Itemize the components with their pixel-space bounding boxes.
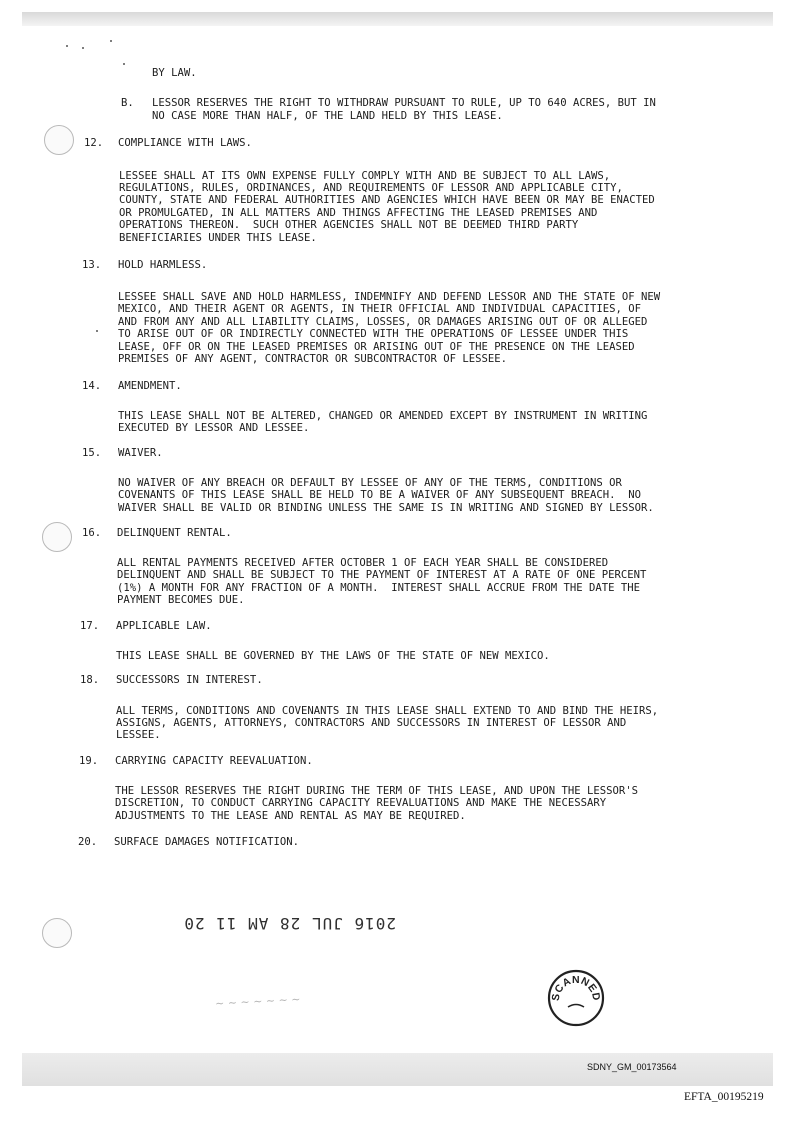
section-15-body: NO WAIVER OF ANY BREACH OR DEFAULT BY LESSEE OF ANY OF THE TERMS, CONDITIONS OR — [118, 477, 622, 489]
section-19-body: DISCRETION, TO CONDUCT CARRYING CAPACITY REEVALUATIONS AND MAKE THE NECESSARY — [115, 797, 607, 809]
section-19-body: ADJUSTMENTS TO THE LEASE AND RENTAL AS MAY BE REQUIRED. — [115, 810, 466, 822]
section-18-title: SUCCESSORS IN INTEREST. — [116, 674, 263, 686]
bates-number: SDNY_GM_00173564 — [587, 1062, 677, 1072]
section-18-body: ASSIGNS, AGENTS, ATTORNEYS, CONTRACTORS AND SUCCESSORS IN INTEREST OF LESSOR AND — [116, 717, 627, 729]
section-13-number: 13. — [82, 259, 102, 271]
scan-speck — [82, 47, 84, 49]
scanned-seal-icon — [547, 969, 605, 1027]
section-20-number: 20. — [78, 836, 98, 848]
punch-hole-middle — [42, 522, 72, 552]
section-13-body: LEASE, OFF OR ON THE LEASED PREMISES OR ARISING OUT OF THE PRESENCE ON THE LEASED — [118, 341, 635, 353]
section-19-number: 19. — [79, 755, 99, 767]
section-18-body: LESSEE. — [116, 729, 161, 741]
scan-speck — [96, 330, 98, 332]
scan-speck — [110, 40, 112, 42]
scan-speck — [123, 63, 125, 65]
section-12-body: OPERATIONS THEREON. SUCH OTHER AGENCIES SHALL NOT BE DEEMED THIRD PARTY — [119, 219, 579, 231]
section-15-title: WAIVER. — [118, 447, 163, 459]
section-16-body: PAYMENT BECOMES DUE. — [117, 594, 245, 606]
section-16-body: (1%) A MONTH FOR ANY FRACTION OF A MONTH. INTEREST SHALL ACCRUE FROM THE DATE THE — [117, 582, 640, 594]
section-13-body: LESSEE SHALL SAVE AND HOLD HARMLESS, INDEMNIFY AND DEFEND LESSOR AND THE STATE OF NEW — [118, 291, 661, 303]
section-13-body: PREMISES OF ANY AGENT, CONTRACTOR OR SUBCONTRACTOR OF LESSEE. — [118, 353, 508, 365]
section-12-body: REGULATIONS, RULES, ORDINANCES, AND REQUIREMENTS OF LESSOR AND APPLICABLE CITY, — [119, 182, 623, 194]
efta-number: EFTA_00195219 — [684, 1091, 764, 1103]
section-12-body: LESSEE SHALL AT ITS OWN EXPENSE FULLY COMPLY WITH AND BE SUBJECT TO ALL LAWS, — [119, 170, 611, 182]
section-14-title: AMENDMENT. — [118, 380, 182, 392]
section-12-body: OR PROMULGATED, IN ALL MATTERS AND THINGS AFFECTING THE LEASED PREMISES AND — [119, 207, 598, 219]
section-17-body: THIS LEASE SHALL BE GOVERNED BY THE LAWS OF THE STATE OF NEW MEXICO. — [116, 650, 550, 662]
continuation-line: BY LAW. — [152, 67, 197, 79]
section-14-number: 14. — [82, 380, 102, 392]
section-18-body: ALL TERMS, CONDITIONS AND COVENANTS IN THIS LEASE SHALL EXTEND TO AND BIND THE HEIRS, — [116, 705, 659, 717]
section-20-title: SURFACE DAMAGES NOTIFICATION. — [114, 836, 299, 848]
section-16-title: DELINQUENT RENTAL. — [117, 527, 232, 539]
section-12-number: 12. — [84, 137, 104, 149]
section-18-number: 18. — [80, 674, 100, 686]
section-13-body: TO ARISE OUT OF OR INDIRECTLY CONNECTED WITH THE OPERATIONS OF LESSEE UNDER THIS — [118, 328, 629, 340]
section-12-body: BENEFICIARIES UNDER THIS LEASE. — [119, 232, 317, 244]
section-15-body: WAIVER SHALL BE VALID OR BINDING UNLESS THE SAME IS IN WRITING AND SIGNED BY LESSOR. — [118, 502, 654, 514]
section-17-title: APPLICABLE LAW. — [116, 620, 212, 632]
section-12-title: COMPLIANCE WITH LAWS. — [118, 137, 252, 149]
section-16-body: ALL RENTAL PAYMENTS RECEIVED AFTER OCTOBER 1 OF EACH YEAR SHALL BE CONSIDERED — [117, 557, 609, 569]
section-19-body: THE LESSOR RESERVES THE RIGHT DURING THE TERM OF THIS LEASE, AND UPON THE LESSOR'S — [115, 785, 638, 797]
section-16-body: DELINQUENT AND SHALL BE SUBJECT TO THE PAYMENT OF INTEREST AT A RATE OF ONE PERCENT — [117, 569, 647, 581]
seal-text: SCANNED — [549, 974, 603, 1002]
section-16-number: 16. — [82, 527, 102, 539]
scan-speck — [66, 45, 68, 47]
clause-b-line: NO CASE MORE THAN HALF, OF THE LAND HELD BY THIS LEASE. — [152, 110, 503, 122]
faint-handwriting: ~ ~ ~ ~ ~ ~ ~ — [214, 992, 301, 1011]
punch-hole-bottom — [42, 918, 72, 948]
clause-b-line: LESSOR RESERVES THE RIGHT TO WITHDRAW PURSUANT TO RULE, UP TO 640 ACRES, BUT IN — [152, 97, 656, 109]
section-14-body: EXECUTED BY LESSOR AND LESSEE. — [118, 422, 310, 434]
section-15-number: 15. — [82, 447, 102, 459]
section-14-body: THIS LEASE SHALL NOT BE ALTERED, CHANGED OR AMENDED EXCEPT BY INSTRUMENT IN WRITING — [118, 410, 648, 422]
punch-hole-top — [44, 125, 74, 155]
section-13-body: MEXICO, AND THEIR AGENT OR AGENTS, IN THEIR OFFICIAL AND INDIVIDUAL CAPACITIES, OF — [118, 303, 641, 315]
clause-b-marker: B. — [121, 97, 134, 109]
received-date-stamp: 2016 JUL 28 AM 11 20 — [183, 914, 396, 933]
section-12-body: COUNTY, STATE AND FEDERAL AUTHORITIES AND AGENCIES WHICH HAVE BEEN OR MAY BE ENACTED — [119, 194, 655, 206]
section-13-body: AND FROM ANY AND ALL LIABILITY CLAIMS, LOSSES, OR DAMAGES ARISING OUT OF OR ALLEGED — [118, 316, 648, 328]
section-13-title: HOLD HARMLESS. — [118, 259, 208, 271]
section-15-body: COVENANTS OF THIS LEASE SHALL BE HELD TO BE A WAIVER OF ANY SUBSEQUENT BREACH. NO — [118, 489, 641, 501]
section-19-title: CARRYING CAPACITY REEVALUATION. — [115, 755, 313, 767]
section-17-number: 17. — [80, 620, 100, 632]
